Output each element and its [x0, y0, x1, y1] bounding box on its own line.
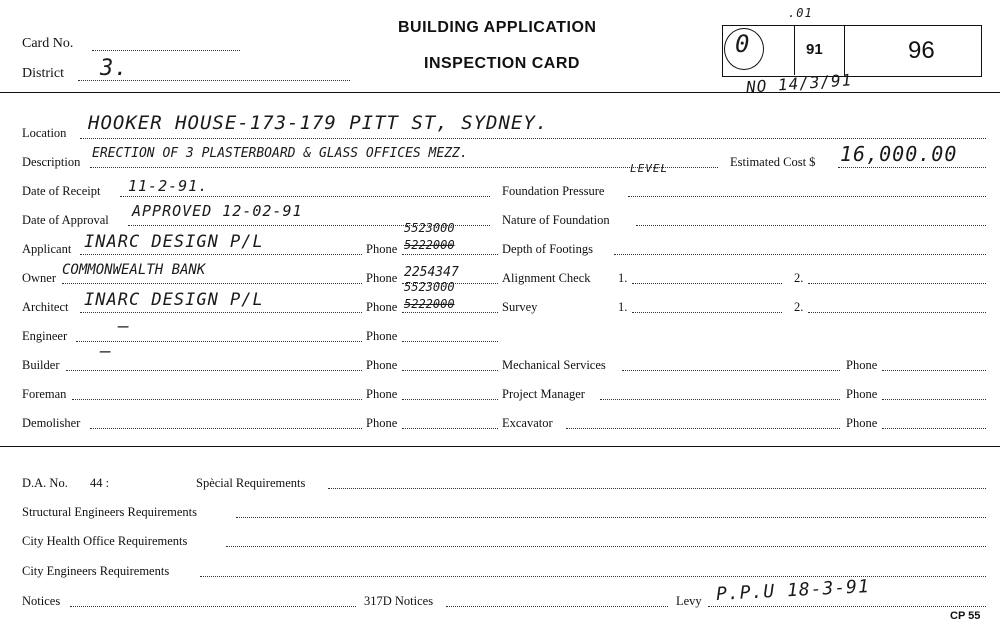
structural-label: Structural Engineers Requirements	[22, 505, 197, 519]
health-label: City Health Office Requirements	[22, 534, 188, 548]
architect-line[interactable]	[80, 312, 362, 313]
special-requirements-line[interactable]	[328, 488, 986, 489]
architect-phone-line[interactable]	[402, 312, 498, 313]
survey-label: Survey	[502, 300, 538, 314]
foreman-phone-label: Phone	[366, 387, 398, 401]
survey-num-2: 2.	[794, 300, 804, 314]
builder-label: Builder	[22, 358, 60, 372]
mechanical-line[interactable]	[622, 370, 840, 371]
foundation-pressure-label: Foundation Pressure	[502, 184, 605, 198]
engineer-line[interactable]	[76, 341, 362, 342]
project-manager-line[interactable]	[600, 399, 840, 400]
applicant-phone-struck: 5222000	[404, 238, 455, 252]
demolisher-line[interactable]	[90, 428, 362, 429]
date-receipt-value: 11-2-91.	[128, 177, 209, 195]
estimated-cost-value: 16,000.00	[840, 142, 958, 166]
da-no-value: 44 :	[90, 476, 110, 490]
location-label: Location	[22, 126, 67, 140]
foreman-phone-line[interactable]	[402, 399, 498, 400]
builder-phone-label: Phone	[366, 358, 398, 372]
card-no-label: Card No.	[22, 36, 74, 51]
city-engineers-label: City Engineers Requirements	[22, 564, 170, 578]
alignment-num-2: 2.	[794, 271, 804, 285]
form-title: BUILDING APPLICATION	[398, 19, 597, 36]
alignment-check-label: Alignment Check	[502, 271, 591, 285]
applicant-phone-line[interactable]	[402, 254, 498, 255]
engineer-value: —	[118, 316, 130, 337]
reference-divider-2	[844, 25, 845, 75]
project-manager-phone-label: Phone	[846, 387, 878, 401]
reference-note: NO 14/3/91	[745, 70, 853, 97]
demolisher-phone-line[interactable]	[402, 428, 498, 429]
card-no-line[interactable]	[92, 50, 240, 51]
architect-value: INARC DESIGN P/L	[84, 290, 264, 310]
date-approval-label: Date of Approval	[22, 213, 109, 227]
architect-phone-above: 5523000	[404, 280, 455, 294]
nature-foundation-line[interactable]	[636, 225, 986, 226]
alignment-line-2[interactable]	[808, 283, 986, 284]
reference-number: 96	[908, 37, 935, 64]
demolisher-label: Demolisher	[22, 416, 81, 430]
project-manager-label: Project Manager	[502, 387, 585, 401]
estimated-cost-label: Estimated Cost $	[730, 155, 816, 169]
survey-line-1[interactable]	[632, 312, 782, 313]
health-line[interactable]	[226, 546, 986, 547]
alignment-num-1: 1.	[618, 271, 628, 285]
survey-num-1: 1.	[618, 300, 628, 314]
excavator-phone-label: Phone	[846, 416, 878, 430]
nature-foundation-label: Nature of Foundation	[502, 213, 610, 227]
mechanical-phone-label: Phone	[846, 358, 878, 372]
applicant-phone-above: 5523000	[404, 221, 455, 235]
notices-317d-line[interactable]	[446, 606, 668, 607]
architect-label: Architect	[22, 300, 69, 314]
levy-line[interactable]	[708, 606, 986, 607]
levy-value: P.P.U 18-3-91	[715, 575, 871, 606]
excavator-label: Excavator	[502, 416, 553, 430]
owner-phone-value: 2254347	[404, 265, 459, 280]
foreman-line[interactable]	[72, 399, 362, 400]
district-label: District	[22, 66, 64, 81]
location-line[interactable]	[80, 138, 986, 139]
mechanical-label: Mechanical Services	[502, 358, 606, 372]
mid-rule	[0, 446, 1000, 447]
builder-phone-line[interactable]	[402, 370, 498, 371]
mechanical-phone-line[interactable]	[882, 370, 986, 371]
applicant-label: Applicant	[22, 242, 72, 256]
district-value: 3.	[100, 56, 129, 81]
applicant-value: INARC DESIGN P/L	[84, 232, 264, 252]
applicant-line[interactable]	[80, 254, 362, 255]
reference-top-mark: .01	[788, 6, 813, 20]
notices-317d-label: 317D Notices	[364, 594, 434, 608]
date-receipt-label: Date of Receipt	[22, 184, 101, 198]
reference-year: 91	[806, 41, 823, 58]
description-line[interactable]	[90, 167, 718, 168]
foundation-pressure-line[interactable]	[628, 196, 986, 197]
special-requirements-label: Spècial Requirements	[196, 476, 306, 490]
description-value-2: LEVEL	[630, 162, 669, 175]
architect-phone-struck: 5222000	[404, 297, 455, 311]
demolisher-phone-label: Phone	[366, 416, 398, 430]
builder-value: —	[100, 341, 112, 362]
builder-line[interactable]	[66, 370, 362, 371]
owner-label: Owner	[22, 271, 57, 285]
form-code: CP 55	[950, 610, 981, 622]
structural-line[interactable]	[236, 517, 986, 518]
form-subtitle: INSPECTION CARD	[424, 55, 580, 72]
estimated-cost-line[interactable]	[838, 167, 986, 168]
owner-line[interactable]	[62, 283, 362, 284]
reference-circle-value: 0	[735, 30, 751, 58]
owner-phone-label: Phone	[366, 271, 398, 285]
date-approval-value: APPROVED 12-02-91	[132, 202, 303, 220]
excavator-line[interactable]	[566, 428, 840, 429]
da-no-label: D.A. No.	[22, 476, 68, 490]
project-manager-phone-line[interactable]	[882, 399, 986, 400]
depth-footings-label: Depth of Footings	[502, 242, 593, 256]
alignment-line-1[interactable]	[632, 283, 782, 284]
applicant-phone-label: Phone	[366, 242, 398, 256]
survey-line-2[interactable]	[808, 312, 986, 313]
owner-value: COMMONWEALTH BANK	[62, 262, 206, 278]
date-receipt-line[interactable]	[120, 196, 490, 197]
engineer-phone-label: Phone	[366, 329, 398, 343]
foreman-label: Foreman	[22, 387, 67, 401]
excavator-phone-line[interactable]	[882, 428, 986, 429]
depth-footings-line[interactable]	[614, 254, 986, 255]
description-value: ERECTION OF 3 PLASTERBOARD & GLASS OFFICES MEZZ.	[92, 146, 468, 161]
notices-label: Notices	[22, 594, 61, 608]
engineer-phone-line[interactable]	[402, 341, 498, 342]
reference-divider-1	[794, 25, 795, 75]
location-value: HOOKER HOUSE-173-179 PITT ST, SYDNEY.	[88, 112, 549, 134]
header-rule	[0, 92, 1000, 93]
engineer-label: Engineer	[22, 329, 68, 343]
notices-line[interactable]	[70, 606, 356, 607]
description-label: Description	[22, 155, 81, 169]
levy-label: Levy	[676, 594, 702, 608]
architect-phone-label: Phone	[366, 300, 398, 314]
